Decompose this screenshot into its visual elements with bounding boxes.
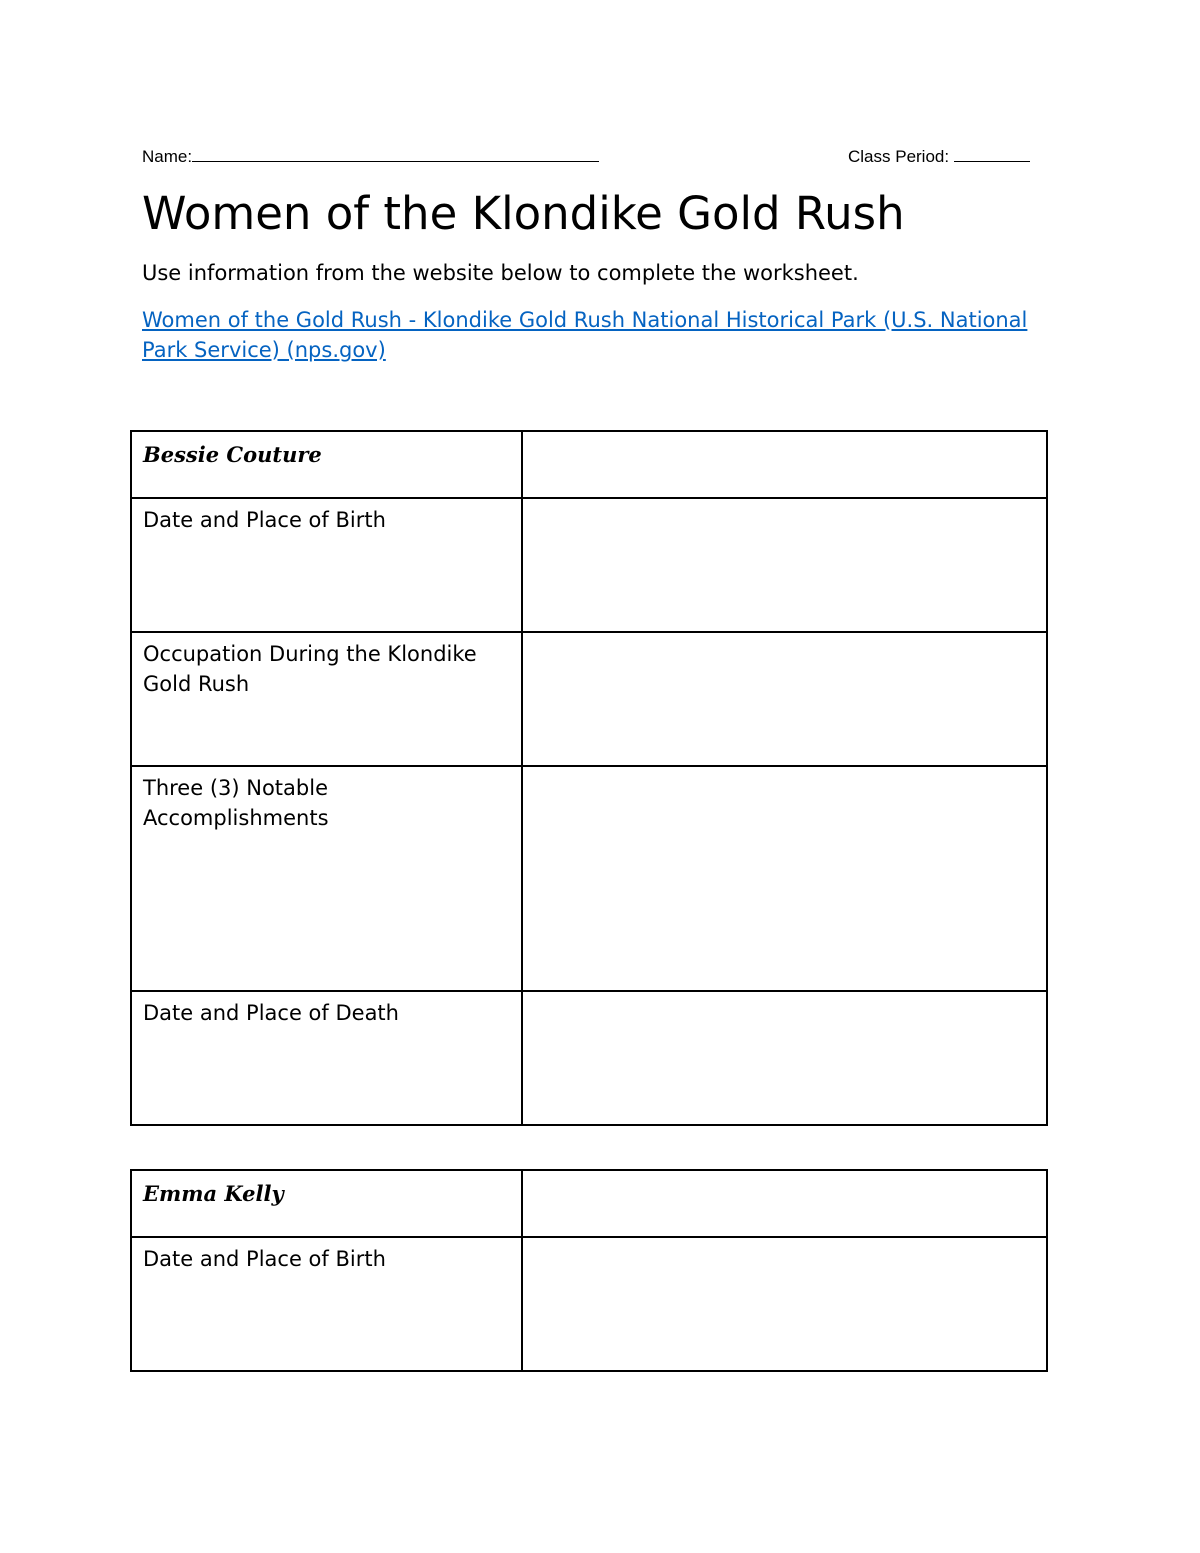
row-label-accomplishments: Three (3) Notable Accomplishments xyxy=(131,766,522,991)
answer-cell-occupation[interactable] xyxy=(522,632,1047,766)
answer-cell-accomplishments[interactable] xyxy=(522,766,1047,991)
instructions: Use information from the website below to complete the worksheet. xyxy=(142,261,859,285)
name-label: Name: xyxy=(142,147,193,166)
class-period-label: Class Period: xyxy=(848,147,950,166)
person-name-cell: Bessie Couture xyxy=(131,431,522,498)
row-label-birth: Date and Place of Birth xyxy=(131,1237,522,1371)
class-period-field xyxy=(848,145,1030,167)
class-period-blank[interactable] xyxy=(954,145,1030,162)
page-title: Women of the Klondike Gold Rush xyxy=(142,187,905,240)
worksheet-table-bessie-couture xyxy=(130,430,1048,1126)
answer-cell-death[interactable] xyxy=(522,991,1047,1125)
answer-cell[interactable] xyxy=(522,431,1047,498)
row-label-occupation: Occupation During the Klondike Gold Rush xyxy=(131,632,522,766)
answer-cell-birth[interactable] xyxy=(522,1237,1047,1371)
person-name-cell: Emma Kelly xyxy=(131,1170,522,1237)
answer-cell[interactable] xyxy=(522,1170,1047,1237)
name-blank[interactable] xyxy=(192,145,599,162)
row-label-birth: Date and Place of Birth xyxy=(131,498,522,632)
worksheet-table-emma-kelly xyxy=(130,1169,1048,1372)
answer-cell-birth[interactable] xyxy=(522,498,1047,632)
source-link[interactable]: Women of the Gold Rush - Klondike Gold Rush National Historical Park (U.S. National Park Service) (nps.gov) xyxy=(142,308,1028,362)
name-field xyxy=(142,145,599,167)
row-label-death: Date and Place of Death xyxy=(131,991,522,1125)
